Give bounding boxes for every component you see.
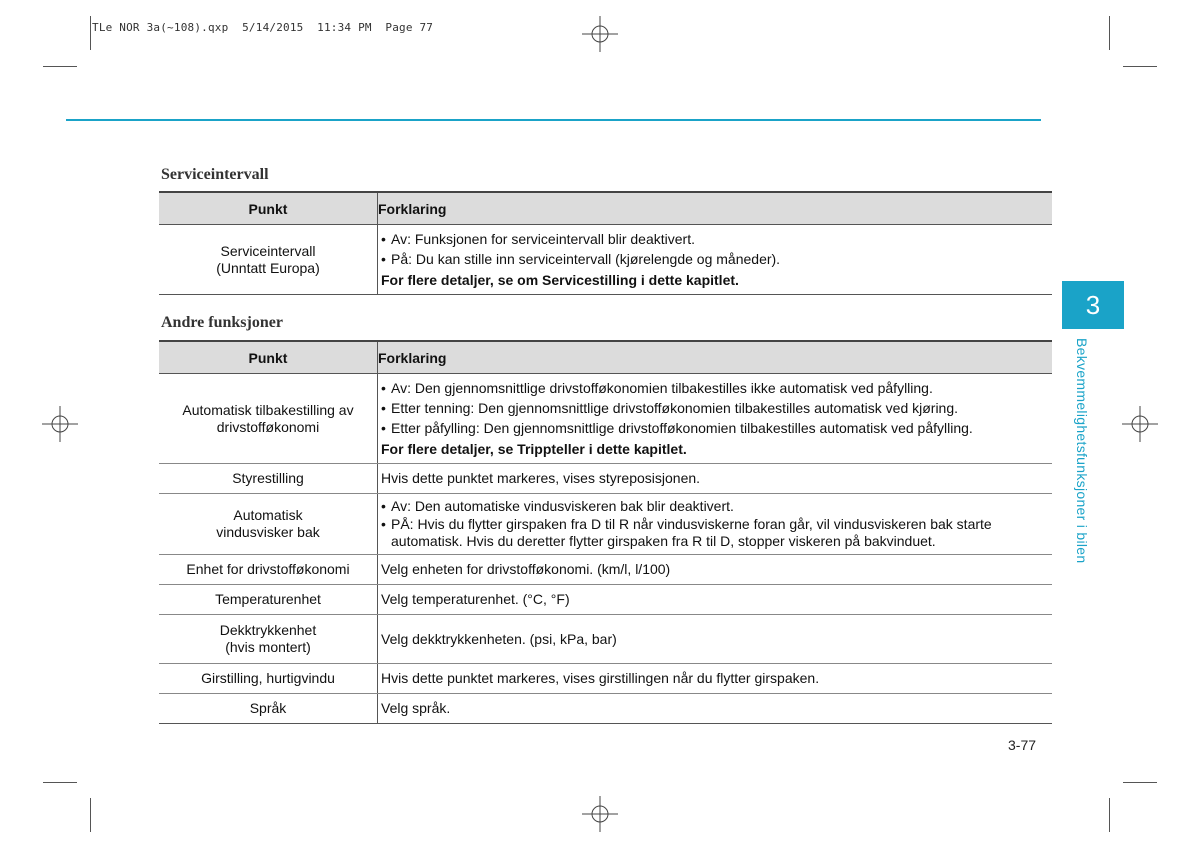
registration-mark-icon [582, 796, 618, 832]
registration-mark-icon [582, 16, 618, 52]
registration-mark-icon [42, 406, 78, 442]
section-title-andre-funksjoner: Andre funksjoner [161, 314, 283, 331]
crop-mark [1109, 16, 1110, 50]
row-explanation: Velg enheten for drivstofføkonomi. (km/l, l/100) [378, 555, 1053, 585]
row-item-line: Automatisk [233, 507, 303, 523]
chapter-title: Bekvemmelighetsfunksjoner i bilen [1074, 338, 1090, 564]
chapter-tab: 3 [1062, 281, 1124, 329]
section-title-serviceintervall: Serviceintervall [161, 166, 269, 183]
crop-mark [90, 16, 91, 50]
row-item-line: (Unntatt Europa) [216, 259, 320, 276]
table-row [159, 585, 1052, 615]
row-item-line: Serviceintervall [220, 242, 316, 259]
table-header-punkt: Punkt [159, 341, 378, 374]
row-item-line: (hvis montert) [225, 639, 311, 655]
top-accent-rule [66, 119, 1041, 121]
bullet-item: • PÅ: Hvis du flytter girspaken fra D til R når vindusviskerne foran går, vil vindusviskeren bak starte automatisk. Hvis du deretter flytter girspaken fra R til D, stopper viskeren på bakvinduet. [381, 516, 992, 549]
row-explanation [378, 374, 1053, 464]
crop-mark [90, 798, 91, 832]
table-header-punkt: Punkt [159, 192, 378, 225]
row-explanation [378, 494, 1053, 555]
bullet-item: • Av: Den automatiske vindusviskeren bak blir deaktivert. [381, 498, 734, 514]
row-item-line: drivstofføkonomi [216, 418, 320, 435]
table-row [159, 464, 1052, 494]
table-row [159, 664, 1052, 694]
crop-mark [1123, 782, 1157, 783]
row-explanation: Hvis dette punktet markeres, vises styreposisjonen. [378, 464, 1053, 494]
bullet-item: • På: Du kan stille inn serviceintervall (kjørelengde og måneder). [381, 251, 781, 267]
bullet-item: • Etter påfylling: Den gjennomsnittlige drivstofføkonomien tilbakestilles automatisk ved påfylling. [381, 420, 973, 436]
table-row [159, 694, 1052, 724]
row-item-line: Dekktrykkenhet [219, 622, 317, 638]
row-item [159, 374, 378, 464]
bullet-item: • Av: Den gjennomsnittlige drivstofføkonomien tilbakestilles ikke automatisk ved påfylling. [381, 380, 933, 396]
row-item: Girstilling, hurtigvindu [159, 664, 378, 694]
row-item-line: vindusvisker bak [216, 524, 320, 540]
row-item [159, 615, 378, 664]
table-header-forklaring: Forklaring [378, 341, 1053, 374]
page-number: 3-77 [1008, 737, 1037, 753]
table-row [159, 555, 1052, 585]
row-item: Språk [159, 694, 378, 724]
row-item [159, 225, 378, 295]
row-item: Temperaturenhet [159, 585, 378, 615]
print-header: TLe NOR 3a(~108).qxp 5/14/2015 11:34 PM Page 77 [92, 21, 434, 34]
bullet-item: • Av: Funksjonen for serviceintervall blir deaktivert. [381, 231, 695, 247]
crop-mark [43, 66, 77, 67]
service-table [159, 191, 1052, 295]
crop-mark [1109, 798, 1110, 832]
table-row [159, 374, 1052, 464]
row-explanation: Velg dekktrykkenheten. (psi, kPa, bar) [378, 615, 1053, 664]
table-row [159, 494, 1052, 555]
crop-mark [43, 782, 77, 783]
row-explanation [378, 225, 1053, 295]
table-row [159, 615, 1052, 664]
row-explanation: Hvis dette punktet markeres, vises girstillingen når du flytter girspaken. [378, 664, 1053, 694]
reference-note: For flere detaljer, se Trippteller i dette kapitlet. [381, 441, 687, 457]
reference-note: For flere detaljer, se om Servicestilling i dette kapitlet. [381, 272, 739, 288]
table-row [159, 225, 1052, 295]
registration-mark-icon [1122, 406, 1158, 442]
table-header-forklaring: Forklaring [378, 192, 1053, 225]
bullet-item: • Etter tenning: Den gjennomsnittlige drivstofføkonomien tilbakestilles automatisk ved kjøring. [381, 400, 959, 416]
row-item: Styrestilling [159, 464, 378, 494]
crop-mark [1123, 66, 1157, 67]
row-item-line: Automatisk tilbakestilling av [182, 401, 354, 418]
other-functions-table [159, 340, 1052, 724]
row-item [159, 494, 378, 555]
row-item: Enhet for drivstofføkonomi [159, 555, 378, 585]
row-explanation: Velg språk. [378, 694, 1053, 724]
row-explanation: Velg temperaturenhet. (°C, °F) [378, 585, 1053, 615]
